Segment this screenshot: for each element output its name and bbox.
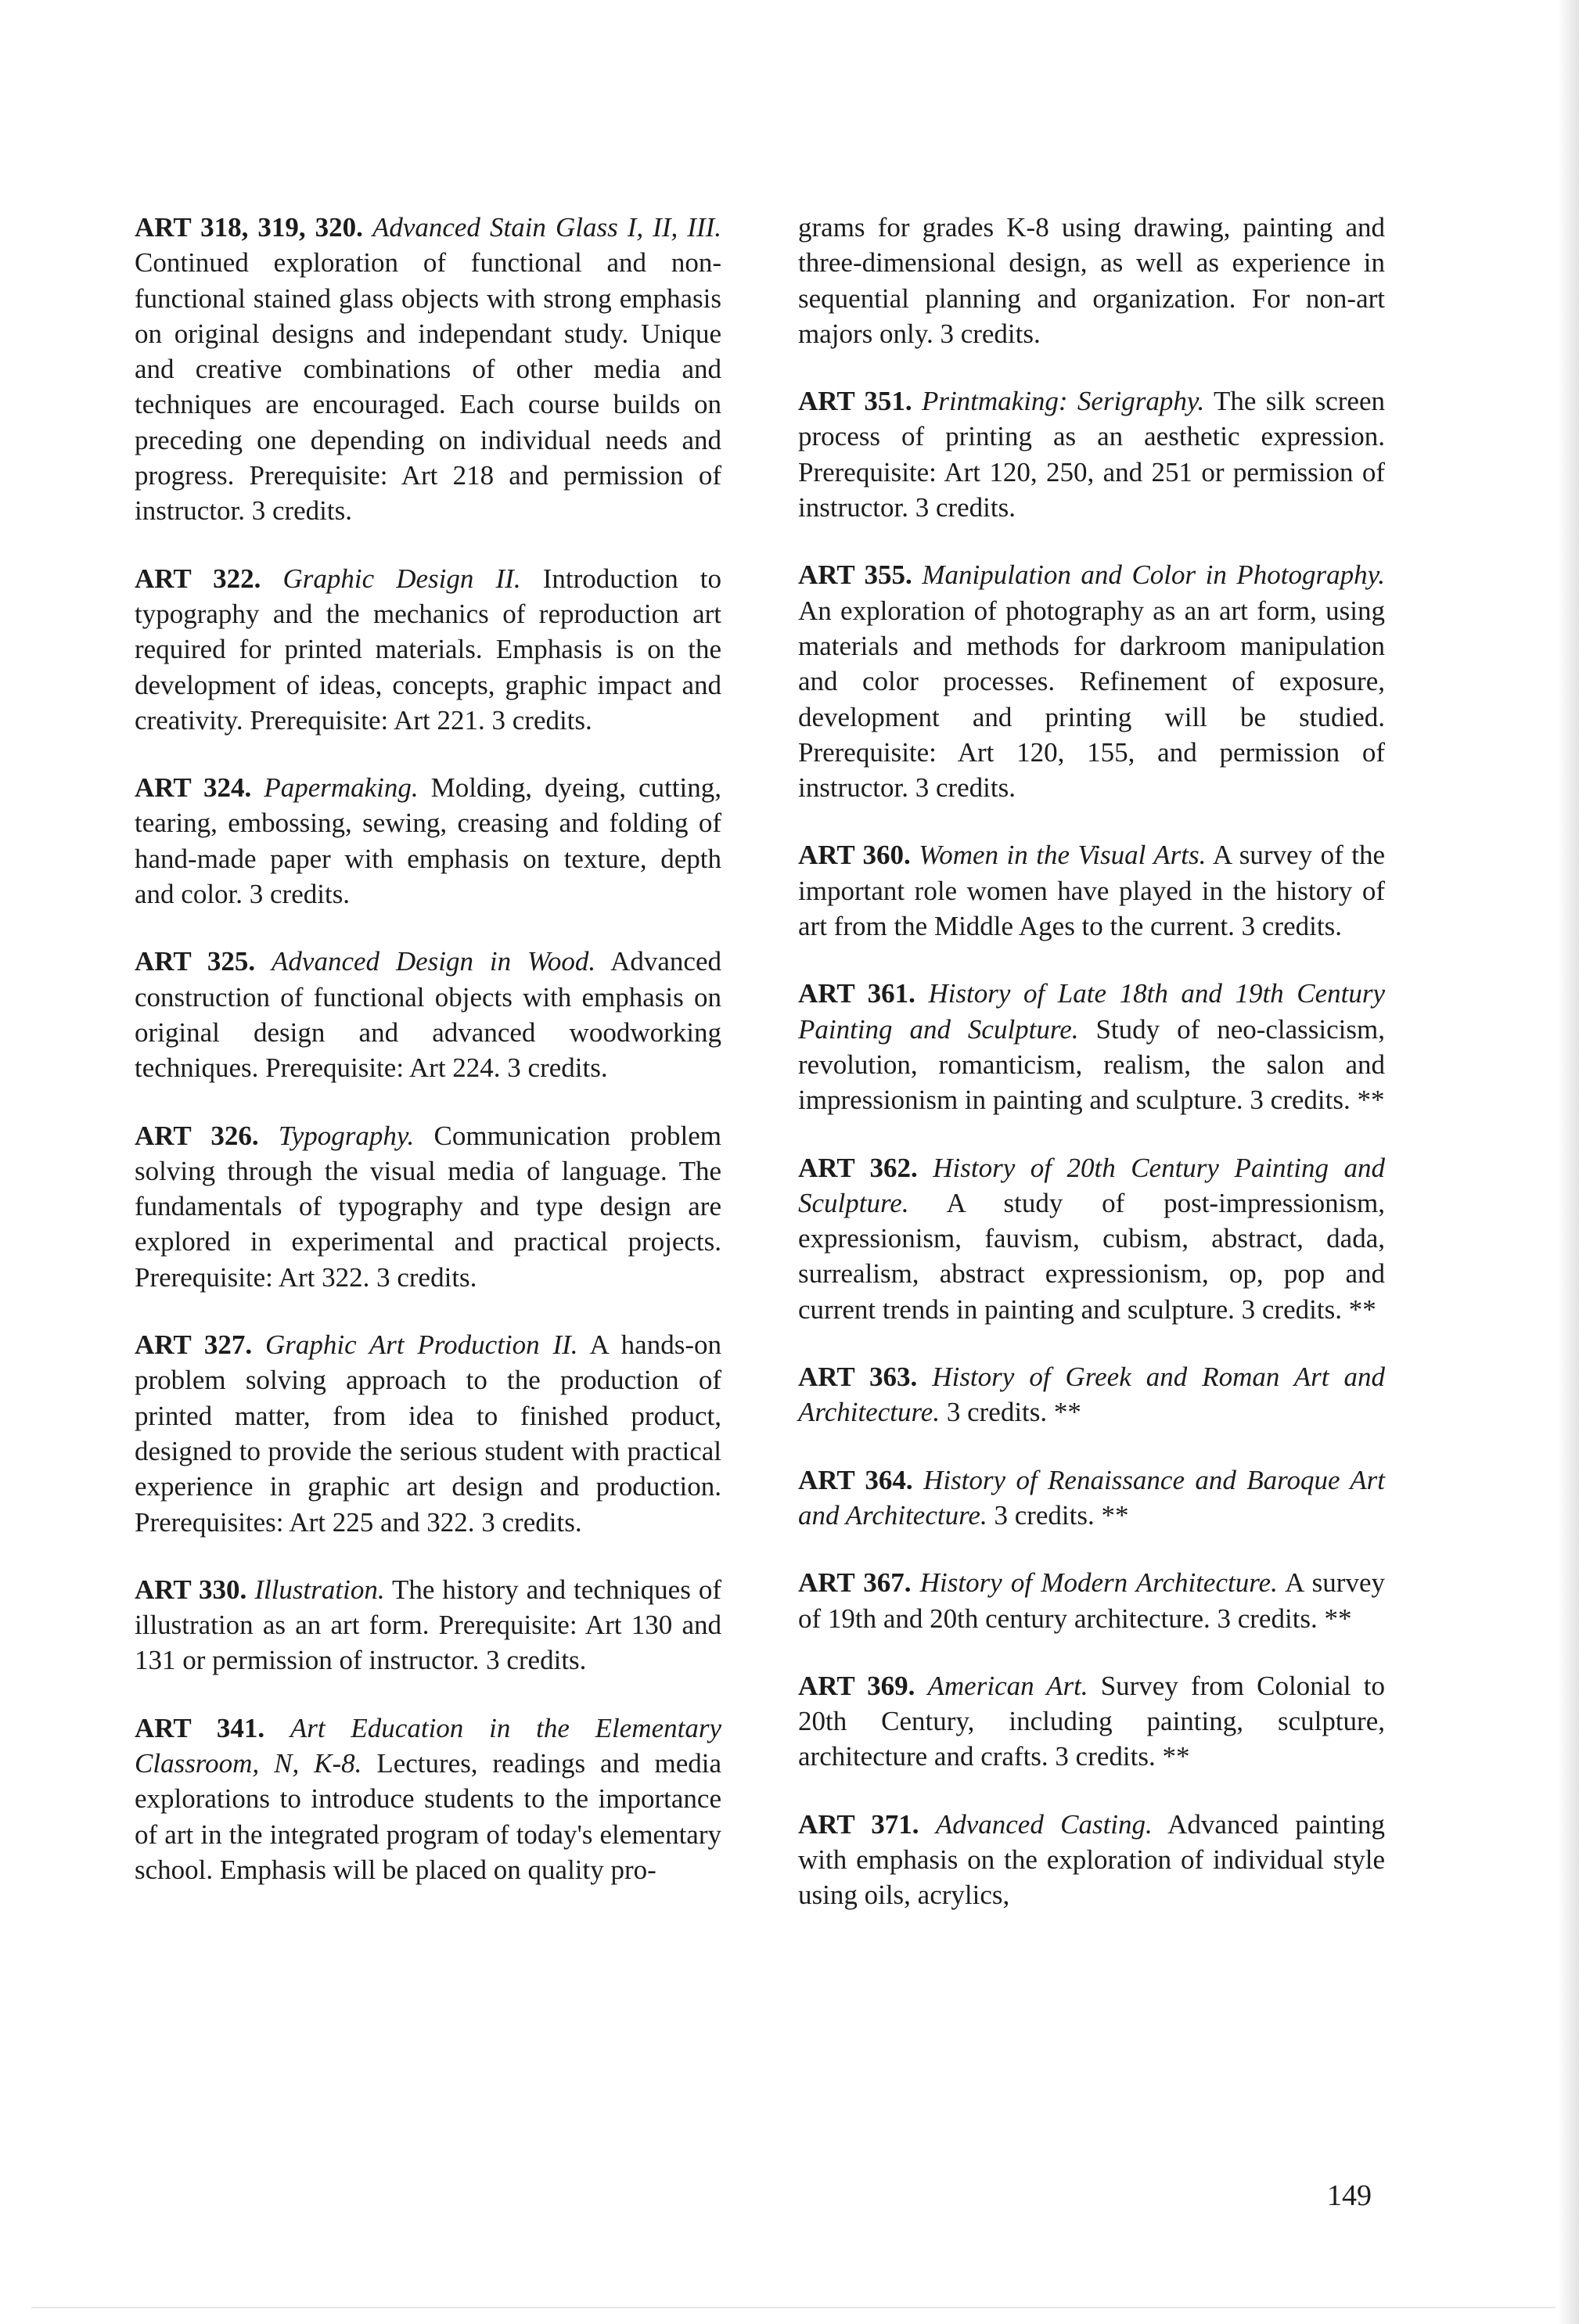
page-number: 149	[1327, 2179, 1372, 2212]
course-description: 3 credits. **	[994, 1499, 1129, 1531]
course-entry	[135, 1327, 721, 1540]
right-column	[798, 210, 1385, 1945]
course-description: Lectures, readings and media explorations to introduce students to the importance of art in the integrated program of today's elementary school. Emphasis will be placed on quality pro-	[135, 1747, 721, 1885]
course-title: History of Renaissance and Baroque Art and Architecture.	[798, 1464, 1385, 1531]
course-description: The silk screen process of printing as an aesthetic expression. Prerequisite: Art 120, 250, and 251 or permission of instructor. 3 credits.	[798, 386, 1385, 523]
course-entry	[798, 1462, 1385, 1534]
course-description: Continued exploration of functional and non-functional stained glass objects with strong emphasis on original designs and independant study. Unique and creative combinations of other media and techniques are encouraged. Each course builds on preceding one depending on individual needs and progress. Prerequisite: Art 218 and permission of instructor. 3 credits.	[135, 247, 721, 527]
course-code: ART 360.	[798, 840, 911, 871]
course-entry	[798, 976, 1385, 1117]
page-edge-shadow	[1559, 0, 1579, 2324]
course-code: ART 327.	[135, 1329, 253, 1361]
course-title: Advanced Stain Glass I, II, III.	[372, 212, 721, 243]
course-entry	[798, 1807, 1385, 1913]
course-title: History of Modern Architecture.	[919, 1567, 1278, 1599]
course-description: Introduction to typography and the mechanics of reproduction art required for printed materials. Emphasis is on the development of ideas, concepts, graphic impact and creativity. Prerequisite: Art 221. 3 credits.	[135, 563, 722, 736]
course-entry	[798, 1359, 1385, 1430]
course-description: An exploration of photography as an art form, using materials and methods for darkroom manipulation and color processes. Refinement of exposure, development and printing will be studied. Prerequisite: Art 120, 155, and permission of instructor. 3 credits.	[798, 595, 1385, 804]
course-entry	[135, 770, 721, 912]
course-description: A survey of the important role women have played in the history of art from the Middle Ages to the current. 3 credits.	[798, 840, 1385, 942]
course-code: ART 326.	[135, 1120, 259, 1151]
course-title: American Art.	[927, 1670, 1088, 1701]
course-code: ART 325.	[135, 946, 256, 977]
course-description: A hands-on problem solving approach to the production of printed matter, from idea to finished product, designed to provide the serious student with practical experience in graphic art design and production. Prerequisites: Art 225 and 322. 3 credits.	[135, 1329, 721, 1538]
course-description: The history and techniques of illustration as an art form. Prerequisite: Art 130 and 131 or permission of instructor. 3 credits.	[135, 1574, 721, 1676]
course-title: Manipulation and Color in Photography.	[922, 559, 1385, 591]
course-entry	[135, 944, 721, 1085]
course-code: ART 364.	[798, 1464, 913, 1495]
course-entry	[798, 1565, 1385, 1636]
course-description: Molding, dyeing, cutting, tearing, embossing, sewing, creasing and folding of hand-made paper with emphasis on texture, depth and color. 3 credits.	[135, 772, 721, 910]
course-code: ART 330.	[135, 1574, 247, 1605]
course-code: ART 362.	[798, 1152, 918, 1183]
course-code: ART 371.	[798, 1808, 919, 1840]
course-title: History of 20th Century Painting and Sculpture.	[798, 1152, 1385, 1218]
course-code: ART 322.	[135, 563, 261, 594]
course-title: Art Education in the Elementary Classroom, N, K-8.	[135, 1712, 722, 1779]
course-entry	[135, 1711, 721, 1887]
course-entry	[135, 1572, 721, 1678]
course-title: Typography.	[278, 1120, 415, 1151]
course-entry	[135, 210, 721, 529]
course-description: A survey of 19th and 20th century architecture. 3 credits. **	[798, 1567, 1385, 1634]
course-title: Graphic Art Production II.	[265, 1329, 578, 1361]
course-description: A study of post-impressionism, expressionism, fauvism, cubism, abstract, dada, surrealism, abstract expressionism, op, pop and current trends in painting and sculpture. 3 credits. **	[798, 1187, 1385, 1325]
course-title: History of Late 18th and 19th Century Painting and Sculpture.	[798, 978, 1386, 1045]
course-code: ART 367.	[798, 1567, 912, 1599]
course-title: Women in the Visual Arts.	[919, 840, 1207, 871]
course-code: ART 341.	[135, 1712, 265, 1743]
left-column	[135, 210, 721, 1919]
course-code: ART 324.	[135, 772, 252, 804]
course-description: 3 credits. **	[946, 1397, 1081, 1428]
course-description: Advanced construction of functional objects with emphasis on original design and advanced woodworking techniques. Prerequisite: Art 224. 3 credits.	[135, 946, 722, 1084]
course-description: Communication problem solving through the visual media of language. The fundamentals of typography and type design are explored in experimental and practical projects. Prerequisite: Art 322. 3 credits.	[135, 1120, 721, 1293]
course-entry	[798, 1150, 1385, 1327]
course-entry	[135, 1118, 721, 1295]
course-code: ART 369.	[798, 1670, 915, 1701]
page-bottom-edge	[31, 2307, 1556, 2308]
course-title: History of Greek and Roman Art and Architecture.	[798, 1362, 1385, 1428]
course-title: Graphic Design II.	[282, 563, 521, 594]
course-title: Printmaking: Serigraphy.	[921, 386, 1205, 417]
course-code: ART 351.	[798, 386, 912, 417]
course-entry	[135, 561, 721, 738]
course-description: Study of neo-classicism, revolution, romanticism, realism, the salon and impressionism in painting and sculpture. 3 credits. **	[798, 1013, 1385, 1116]
course-title: Papermaking.	[264, 772, 419, 804]
course-title: Advanced Casting.	[935, 1808, 1153, 1840]
course-title: Advanced Design in Wood.	[272, 946, 596, 977]
course-description: Survey from Colonial to 20th Century, including painting, sculpture, architecture and crafts. 3 credits. **	[798, 1670, 1386, 1772]
course-code: ART 363.	[798, 1362, 918, 1393]
course-entry	[798, 1668, 1385, 1775]
course-description: Advanced painting with emphasis on the exploration of individual style using oils, acrylics,	[798, 1808, 1386, 1911]
course-entry	[798, 557, 1385, 805]
course-entry-continued	[798, 210, 1385, 351]
course-entry	[798, 383, 1385, 525]
course-code: ART 318, 319, 320.	[135, 212, 363, 243]
course-code: ART 361.	[798, 978, 915, 1009]
course-description: grams for grades K-8 using drawing, painting and three-dimensional design, as well as experience in sequential planning and organization. For non-art majors only. 3 credits.	[798, 212, 1385, 349]
course-code: ART 355.	[798, 559, 912, 591]
course-title: Illustration.	[254, 1574, 385, 1605]
course-entry	[798, 837, 1385, 944]
